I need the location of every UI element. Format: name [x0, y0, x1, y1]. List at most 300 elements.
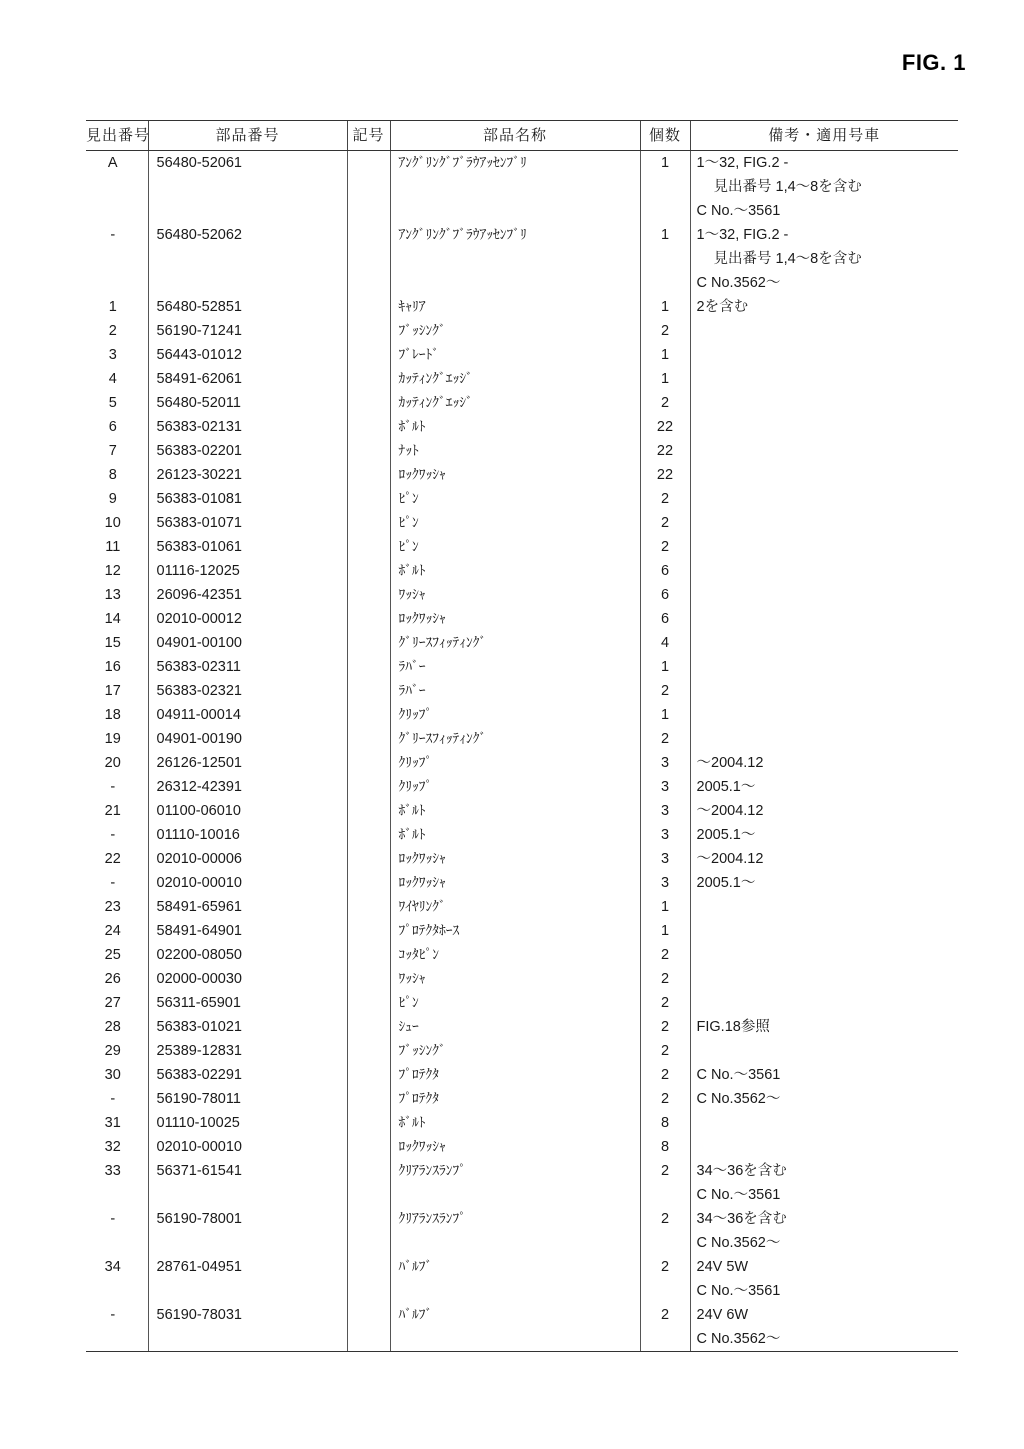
table-row: [86, 823, 958, 847]
cell-part-number-text: 56383-02321: [156, 683, 242, 699]
cell-quantity-text: 22: [656, 419, 674, 435]
cell-part-name: [390, 1111, 640, 1135]
table-row: [86, 1159, 958, 1183]
cell-reference-number-text: 13: [104, 587, 121, 603]
cell-remarks: [690, 631, 958, 655]
cell-remarks: [690, 871, 958, 895]
cell-remarks: [690, 1255, 958, 1279]
cell-part-number: [148, 871, 347, 895]
cell-part-number-text: 01110-10016: [156, 827, 240, 843]
cell-quantity-text: 3: [660, 827, 670, 843]
table-row: [86, 943, 958, 967]
cell-quantity-text: 22: [656, 467, 674, 483]
cell-reference-number-text: -: [110, 779, 116, 795]
cell-reference-number: [86, 583, 148, 607]
cell-part-number: [148, 559, 347, 583]
cell-reference-number-text: 27: [104, 995, 121, 1011]
cell-part-name: [390, 343, 640, 367]
cell-reference-number-text: 34: [104, 1259, 121, 1275]
cell-reference-number-text: 17: [104, 683, 121, 699]
cell-part-number-text: 02200-08050: [156, 947, 242, 963]
cell-reference-number: [86, 799, 148, 823]
cell-quantity: [640, 223, 690, 247]
cell-part-name: [390, 295, 640, 319]
cell-quantity: [640, 799, 690, 823]
cell-quantity-text: 2: [660, 1211, 670, 1227]
cell-remarks: [690, 391, 958, 415]
cell-part-number-text: 56383-02201: [156, 443, 242, 459]
cell-remarks-text: 〜2004.12: [696, 851, 764, 867]
cell-part-name-text: ﾎﾞﾙﾄ: [398, 419, 426, 435]
table-row: [86, 895, 958, 919]
cell-part-number: [148, 175, 347, 199]
cell-remarks-text: 2を含む: [696, 299, 749, 315]
cell-part-name-text: ｸﾘｯﾌﾟ: [398, 707, 433, 723]
cell-part-name-text: ﾋﾟﾝ: [398, 995, 419, 1011]
cell-symbol: [347, 1207, 390, 1231]
cell-part-name: [390, 727, 640, 751]
table-row: [86, 535, 958, 559]
cell-part-number-text: 56371-61541: [156, 1163, 242, 1179]
cell-reference-number-text: 33: [104, 1163, 121, 1179]
cell-symbol: [347, 1111, 390, 1135]
cell-part-number: [148, 1207, 347, 1231]
cell-part-name-text: ﾋﾟﾝ: [398, 539, 419, 555]
cell-part-number: [148, 631, 347, 655]
cell-quantity: [640, 1303, 690, 1327]
cell-reference-number-text: 9: [108, 491, 117, 507]
cell-symbol: [347, 967, 390, 991]
cell-symbol: [347, 367, 390, 391]
cell-reference-number: [86, 703, 148, 727]
cell-part-number: [148, 1255, 347, 1279]
cell-reference-number-text: 31: [104, 1115, 121, 1131]
table-row: [86, 799, 958, 823]
cell-quantity-text: 2: [660, 1043, 670, 1059]
cell-quantity: [640, 271, 690, 295]
cell-part-number: [148, 583, 347, 607]
cell-part-name-text: ﾎﾞﾙﾄ: [398, 827, 426, 843]
cell-part-number-text: 56383-02311: [156, 659, 241, 675]
cell-part-name: [390, 607, 640, 631]
cell-remarks-text: C No.〜3561: [696, 1187, 781, 1203]
cell-quantity-text: 8: [660, 1139, 670, 1155]
cell-symbol: [347, 199, 390, 223]
cell-symbol: [347, 943, 390, 967]
cell-part-name-text: ﾎﾞﾙﾄ: [398, 1115, 426, 1131]
cell-quantity: [640, 391, 690, 415]
cell-quantity: [640, 1063, 690, 1087]
cell-part-number-text: 56480-52062: [156, 227, 242, 243]
cell-quantity-text: 3: [660, 851, 670, 867]
cell-reference-number: [86, 367, 148, 391]
cell-remarks: [690, 1279, 958, 1303]
cell-part-name: [390, 1135, 640, 1159]
cell-part-number: [148, 535, 347, 559]
cell-reference-number: [86, 559, 148, 583]
cell-reference-number-text: 7: [108, 443, 117, 459]
cell-symbol: [347, 247, 390, 271]
cell-quantity: [640, 895, 690, 919]
cell-symbol: [347, 919, 390, 943]
cell-symbol: [347, 463, 390, 487]
column-header-part-name: 部品名称: [390, 121, 640, 151]
cell-remarks: [690, 1135, 958, 1159]
cell-part-name: [390, 367, 640, 391]
cell-part-number-text: 26096-42351: [156, 587, 242, 603]
cell-part-name-text: ｶｯﾃｨﾝｸﾞｴｯｼﾞ: [398, 395, 473, 411]
table-row: [86, 1183, 958, 1207]
cell-part-number-text: 56383-01071: [156, 515, 242, 531]
cell-reference-number: [86, 1231, 148, 1255]
cell-reference-number: [86, 319, 148, 343]
cell-remarks: [690, 823, 958, 847]
cell-part-number-text: 04901-00100: [156, 635, 242, 651]
cell-part-number: [148, 247, 347, 271]
cell-part-name: [390, 511, 640, 535]
cell-part-number: [148, 1159, 347, 1183]
cell-part-number: [148, 679, 347, 703]
cell-remarks: [690, 511, 958, 535]
cell-reference-number-text: 30: [104, 1067, 121, 1083]
cell-quantity-text: 2: [660, 515, 670, 531]
cell-quantity-text: 6: [660, 587, 670, 603]
table-row: [86, 1135, 958, 1159]
cell-remarks-text: 24V 6W: [696, 1307, 749, 1323]
cell-reference-number: [86, 1015, 148, 1039]
cell-part-name: [390, 271, 640, 295]
cell-part-name: [390, 1279, 640, 1303]
cell-symbol: [347, 1183, 390, 1207]
cell-part-name: [390, 1303, 640, 1327]
cell-part-number: [148, 343, 347, 367]
table-row: [86, 271, 958, 295]
table-row: [86, 1063, 958, 1087]
table-row: [86, 583, 958, 607]
cell-part-name-text: ﾌﾟﾛﾃｸﾀﾎｰｽ: [398, 923, 460, 939]
cell-quantity: [640, 199, 690, 223]
cell-remarks: [690, 1183, 958, 1207]
cell-remarks: [690, 1111, 958, 1135]
cell-quantity: [640, 991, 690, 1015]
table-row: [86, 463, 958, 487]
cell-part-name: [390, 583, 640, 607]
column-header-quantity: 個数: [640, 121, 690, 151]
cell-reference-number: [86, 1183, 148, 1207]
table-row: [86, 415, 958, 439]
cell-quantity-text: 3: [660, 875, 670, 891]
cell-quantity: [640, 1327, 690, 1352]
cell-quantity: [640, 1135, 690, 1159]
cell-part-number: [148, 1039, 347, 1063]
cell-part-number-text: 56480-52061: [156, 155, 242, 171]
cell-reference-number: [86, 751, 148, 775]
cell-remarks: [690, 319, 958, 343]
cell-part-name-text: ｸﾘｱﾗﾝｽﾗﾝﾌﾟ: [398, 1163, 466, 1179]
parts-table: [86, 120, 958, 1352]
cell-reference-number: [86, 823, 148, 847]
cell-part-number-text: 25389-12831: [156, 1043, 242, 1059]
cell-remarks: [690, 367, 958, 391]
column-header-part-number: 部品番号: [148, 121, 347, 151]
cell-part-name-text: ﾛｯｸﾜｯｼｬ: [398, 611, 446, 627]
cell-part-name-text: ﾛｯｸﾜｯｼｬ: [398, 1139, 446, 1155]
cell-quantity-text: 1: [660, 659, 670, 675]
cell-part-number: [148, 823, 347, 847]
parts-table-container: [86, 120, 958, 1352]
cell-remarks: [690, 1303, 958, 1327]
cell-part-name: [390, 199, 640, 223]
table-row: [86, 1231, 958, 1255]
cell-part-name: [390, 871, 640, 895]
cell-remarks: [690, 487, 958, 511]
cell-part-number-text: 01100-06010: [156, 803, 241, 819]
cell-quantity-text: 2: [660, 323, 670, 339]
page-title: FIG. 1: [901, 50, 966, 75]
cell-part-number: [148, 1303, 347, 1327]
cell-remarks: [690, 1327, 958, 1352]
cell-part-name: [390, 991, 640, 1015]
cell-reference-number-text: -: [110, 1307, 116, 1323]
cell-part-number-text: 56383-02131: [156, 419, 242, 435]
cell-part-name: [390, 919, 640, 943]
cell-reference-number-text: 6: [108, 419, 117, 435]
cell-quantity: [640, 1183, 690, 1207]
cell-part-number: [148, 199, 347, 223]
cell-remarks: [690, 415, 958, 439]
cell-part-name: [390, 175, 640, 199]
cell-symbol: [347, 223, 390, 247]
cell-part-name: [390, 799, 640, 823]
cell-part-name: [390, 247, 640, 271]
cell-part-name-text: ｸﾘｯﾌﾟ: [398, 779, 433, 795]
cell-reference-number: [86, 991, 148, 1015]
cell-remarks: [690, 175, 958, 199]
cell-part-name: [390, 415, 640, 439]
cell-part-number: [148, 991, 347, 1015]
cell-remarks: [690, 295, 958, 319]
cell-remarks-text: 〜2004.12: [696, 803, 764, 819]
cell-part-number: [148, 895, 347, 919]
cell-quantity-text: 3: [660, 755, 670, 771]
cell-remarks-text: C No.〜3561: [696, 1283, 781, 1299]
cell-part-name: [390, 559, 640, 583]
cell-reference-number-text: 15: [104, 635, 121, 651]
cell-part-number: [148, 1111, 347, 1135]
cell-part-number: [148, 1231, 347, 1255]
cell-quantity-text: 1: [660, 923, 670, 939]
cell-symbol: [347, 1087, 390, 1111]
cell-reference-number: [86, 151, 148, 176]
cell-reference-number-text: 26: [104, 971, 121, 987]
cell-symbol: [347, 823, 390, 847]
cell-part-number-text: 04901-00190: [156, 731, 242, 747]
cell-reference-number: [86, 1303, 148, 1327]
cell-reference-number: [86, 919, 148, 943]
cell-quantity-text: 22: [656, 443, 674, 459]
table-row: [86, 439, 958, 463]
cell-remarks: [690, 1207, 958, 1231]
table-row: [86, 1279, 958, 1303]
cell-remarks: [690, 583, 958, 607]
cell-reference-number: [86, 1159, 148, 1183]
table-row: [86, 847, 958, 871]
cell-remarks-text: C No.3562〜: [696, 275, 781, 291]
cell-remarks: [690, 991, 958, 1015]
cell-part-number: [148, 655, 347, 679]
cell-part-number-text: 26312-42391: [156, 779, 242, 795]
cell-part-number: [148, 1063, 347, 1087]
table-row: [86, 727, 958, 751]
cell-reference-number: [86, 415, 148, 439]
cell-quantity-text: 1: [660, 347, 670, 363]
cell-quantity: [640, 175, 690, 199]
cell-part-name: [390, 679, 640, 703]
cell-part-number: [148, 439, 347, 463]
table-row: [86, 1039, 958, 1063]
cell-part-name-text: ﾜｯｼｬ: [398, 971, 426, 987]
cell-reference-number: [86, 895, 148, 919]
cell-part-name-text: ﾜｲﾔﾘﾝｸﾞ: [398, 899, 446, 915]
cell-part-name-text: ｸﾘｯﾌﾟ: [398, 755, 433, 771]
cell-part-name: [390, 319, 640, 343]
cell-part-name-text: ﾗﾊﾞｰ: [398, 659, 426, 675]
table-row: [86, 223, 958, 247]
cell-remarks-text: 1〜32, FIG.2 -: [696, 155, 789, 171]
table-row: [86, 1087, 958, 1111]
cell-part-name-text: ﾎﾞﾙﾄ: [398, 803, 426, 819]
cell-part-name-text: ﾋﾟﾝ: [398, 515, 419, 531]
cell-part-name: [390, 223, 640, 247]
cell-part-number-text: 56480-52851: [156, 299, 242, 315]
cell-symbol: [347, 1039, 390, 1063]
cell-symbol: [347, 1303, 390, 1327]
cell-remarks: [690, 535, 958, 559]
cell-reference-number: [86, 175, 148, 199]
cell-symbol: [347, 415, 390, 439]
cell-part-number-text: 56383-01081: [156, 491, 242, 507]
cell-remarks: [690, 799, 958, 823]
cell-remarks: [690, 751, 958, 775]
cell-part-number: [148, 727, 347, 751]
cell-symbol: [347, 871, 390, 895]
cell-reference-number: [86, 223, 148, 247]
cell-reference-number: [86, 871, 148, 895]
cell-part-name: [390, 631, 640, 655]
cell-symbol: [347, 175, 390, 199]
cell-remarks: [690, 1231, 958, 1255]
cell-quantity: [640, 1255, 690, 1279]
cell-part-number-text: 56383-02291: [156, 1067, 242, 1083]
cell-symbol: [347, 1015, 390, 1039]
cell-part-number: [148, 1327, 347, 1352]
cell-part-name-text: ｺｯﾀﾋﾟﾝ: [398, 947, 439, 963]
cell-reference-number-text: 19: [104, 731, 121, 747]
cell-reference-number-text: 16: [104, 659, 121, 675]
cell-part-name: [390, 1207, 640, 1231]
table-header: [86, 121, 958, 151]
cell-part-name: [390, 1159, 640, 1183]
cell-part-number: [148, 391, 347, 415]
cell-quantity-text: 2: [660, 539, 670, 555]
table-row: [86, 607, 958, 631]
cell-remarks: [690, 1063, 958, 1087]
cell-symbol: [347, 727, 390, 751]
cell-quantity: [640, 823, 690, 847]
cell-reference-number-text: 20: [104, 755, 121, 771]
cell-part-name-text: ﾗﾊﾞｰ: [398, 683, 426, 699]
cell-quantity: [640, 319, 690, 343]
cell-reference-number: [86, 1327, 148, 1352]
cell-reference-number: [86, 511, 148, 535]
cell-symbol: [347, 343, 390, 367]
cell-quantity: [640, 943, 690, 967]
cell-symbol: [347, 583, 390, 607]
cell-part-name-text: ﾌﾞｯｼﾝｸﾞ: [398, 323, 446, 339]
cell-symbol: [347, 1231, 390, 1255]
cell-quantity: [640, 919, 690, 943]
cell-quantity: [640, 487, 690, 511]
cell-reference-number: [86, 967, 148, 991]
cell-reference-number-text: 28: [104, 1019, 121, 1035]
cell-reference-number-text: 4: [108, 371, 117, 387]
cell-part-number-text: 58491-62061: [156, 371, 242, 387]
cell-part-number-text: 04911-00014: [156, 707, 241, 723]
cell-part-number: [148, 463, 347, 487]
cell-quantity: [640, 871, 690, 895]
cell-symbol: [347, 511, 390, 535]
cell-symbol: [347, 775, 390, 799]
cell-remarks: [690, 463, 958, 487]
cell-symbol: [347, 151, 390, 176]
cell-part-name-text: ｶｯﾃｨﾝｸﾞｴｯｼﾞ: [398, 371, 473, 387]
cell-remarks-text: 34〜36を含む: [696, 1163, 787, 1179]
cell-remarks: [690, 247, 958, 271]
cell-part-number: [148, 1183, 347, 1207]
cell-part-number: [148, 415, 347, 439]
cell-reference-number: [86, 1087, 148, 1111]
cell-part-name: [390, 1183, 640, 1207]
cell-remarks: [690, 727, 958, 751]
cell-part-number: [148, 847, 347, 871]
cell-remarks: [690, 655, 958, 679]
cell-symbol: [347, 1135, 390, 1159]
cell-quantity-text: 2: [660, 683, 670, 699]
cell-quantity: [640, 439, 690, 463]
cell-reference-number-text: 12: [104, 563, 121, 579]
cell-reference-number-text: 1: [108, 299, 117, 315]
cell-remarks: [690, 1015, 958, 1039]
cell-reference-number: [86, 199, 148, 223]
cell-part-name: [390, 847, 640, 871]
cell-part-number-text: 56383-01061: [156, 539, 242, 555]
cell-quantity: [640, 751, 690, 775]
cell-part-number: [148, 367, 347, 391]
table-row: [86, 655, 958, 679]
cell-symbol: [347, 799, 390, 823]
cell-symbol: [347, 847, 390, 871]
cell-remarks: [690, 223, 958, 247]
cell-part-number-text: 56443-01012: [156, 347, 242, 363]
cell-reference-number: [86, 679, 148, 703]
cell-quantity: [640, 151, 690, 176]
cell-symbol: [347, 655, 390, 679]
cell-remarks-text: C No.3562〜: [696, 1091, 781, 1107]
cell-part-number-text: 26123-30221: [156, 467, 242, 483]
cell-part-name-text: ﾛｯｸﾜｯｼｬ: [398, 851, 446, 867]
cell-remarks-text: 24V 5W: [696, 1259, 749, 1275]
cell-reference-number-text: 11: [105, 539, 121, 555]
